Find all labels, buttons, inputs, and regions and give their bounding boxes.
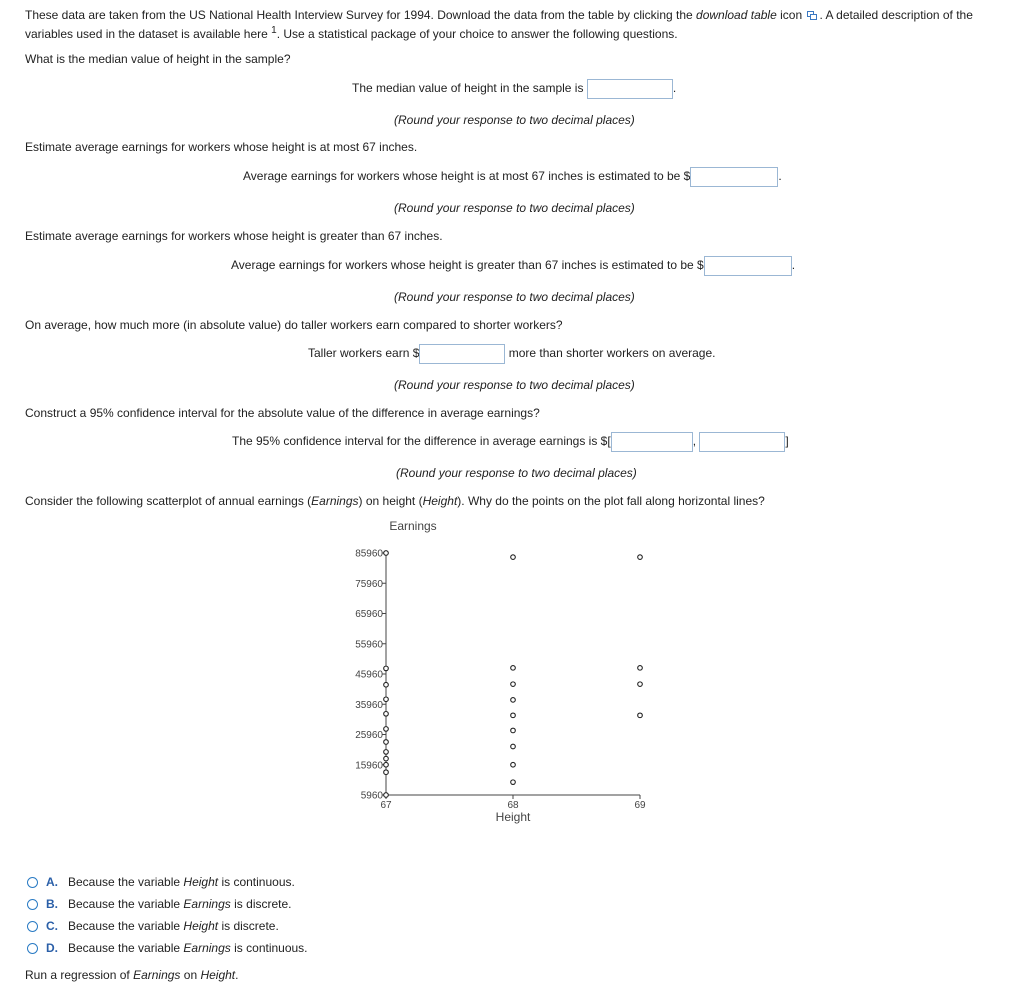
q7-text-a: Run a regression of xyxy=(25,968,134,982)
period: . xyxy=(791,258,796,273)
x-tick-label: 68 xyxy=(507,800,519,811)
question-confidence-interval: Construct a 95% confidence interval for the absolute value of the difference in average earnings? xyxy=(25,406,540,420)
radio-d[interactable] xyxy=(27,943,38,954)
option-text: Because the variable xyxy=(68,875,181,889)
data-point xyxy=(384,756,389,761)
question-avg-earnings-tall: Estimate average earnings for workers whose height is greater than 67 inches. xyxy=(25,229,443,243)
data-point xyxy=(511,728,516,733)
y-tick-label: 75960 xyxy=(355,578,383,590)
q7-text-c: . xyxy=(235,968,239,982)
round-hint: (Round your response to two decimal places) xyxy=(394,113,635,127)
answer-prefix-difference: Taller workers earn $ xyxy=(308,346,420,361)
footnote-link[interactable]: 1 xyxy=(271,25,277,36)
ci-upper-input[interactable] xyxy=(699,432,785,452)
option-letter: A. xyxy=(46,875,58,889)
data-point xyxy=(384,682,389,687)
option-b[interactable] xyxy=(27,893,308,915)
radio-c[interactable] xyxy=(27,921,38,932)
data-point xyxy=(511,713,516,718)
intro-text-3: . A detailed description of the variables used in the dataset is available here xyxy=(25,8,973,41)
radio-b[interactable] xyxy=(27,899,38,910)
option-letter: D. xyxy=(46,941,58,955)
option-var: Earnings xyxy=(183,941,231,955)
intro-paragraph xyxy=(25,7,1010,42)
download-table-icon[interactable] xyxy=(807,8,817,17)
answer-prefix-short: Average earnings for workers whose height is at most 67 inches is estimated to be $ xyxy=(243,169,691,184)
x-tick-label: 67 xyxy=(380,800,392,811)
data-point xyxy=(511,744,516,749)
y-tick-label: 35960 xyxy=(355,699,383,711)
y-tick-label: 25960 xyxy=(355,730,383,741)
data-point xyxy=(511,780,516,785)
period: . xyxy=(672,81,677,96)
option-text: Because the variable xyxy=(68,897,181,911)
data-point xyxy=(511,762,516,767)
ci-lower-input[interactable] xyxy=(611,432,693,452)
data-point xyxy=(511,698,516,703)
data-point xyxy=(384,697,389,702)
data-point xyxy=(384,551,389,556)
period: . xyxy=(778,169,782,184)
avg-earnings-short-input[interactable] xyxy=(690,167,778,187)
round-hint: (Round your response to two decimal places) xyxy=(396,466,637,480)
y-tick-label: 65960 xyxy=(355,609,383,620)
q6-var-height: Height xyxy=(422,494,458,508)
round-hint: (Round your response to two decimal places) xyxy=(394,290,635,304)
ci-close-bracket: ] xyxy=(785,434,789,449)
answer-options xyxy=(27,871,308,959)
option-text: is discrete. xyxy=(221,919,279,933)
x-axis-title: Height xyxy=(495,810,531,824)
data-point xyxy=(638,666,643,671)
data-point xyxy=(384,750,389,755)
option-c[interactable] xyxy=(27,915,308,937)
option-text: Because the variable xyxy=(68,919,181,933)
data-point xyxy=(384,770,389,775)
y-tick-label: 55960 xyxy=(355,639,383,651)
answer-prefix-ci: The 95% confidence interval for the difference in average earnings is $[ xyxy=(232,434,611,449)
option-letter: B. xyxy=(46,897,58,911)
x-tick-label: 69 xyxy=(634,800,646,811)
option-letter: C. xyxy=(46,919,58,933)
data-point xyxy=(638,713,643,718)
option-var: Height xyxy=(183,919,219,933)
y-tick-label: 5960 xyxy=(360,790,383,802)
earnings-difference-input[interactable] xyxy=(419,344,505,364)
data-point xyxy=(511,666,516,671)
data-point xyxy=(384,762,389,767)
option-a[interactable] xyxy=(27,871,308,893)
data-point xyxy=(384,712,389,717)
data-point xyxy=(384,727,389,732)
data-point xyxy=(511,555,516,560)
q7-var-height: Height xyxy=(200,968,236,982)
round-hint: (Round your response to two decimal places) xyxy=(394,201,635,215)
answer-row-median xyxy=(352,79,676,99)
round-hint: (Round your response to two decimal places) xyxy=(394,378,635,392)
answer-prefix-tall: Average earnings for workers whose height is greater than 67 inches is estimated to be $ xyxy=(231,258,704,273)
option-d[interactable] xyxy=(27,937,308,959)
q7-text-b: on xyxy=(180,968,201,982)
avg-earnings-tall-input[interactable] xyxy=(704,256,792,276)
data-point xyxy=(511,682,516,687)
ci-comma: , xyxy=(692,434,697,449)
q6-text-a: Consider the following scatterplot of annual earnings ( xyxy=(25,494,312,508)
q6-text-e: ). Why do the points on the plot fall along horizontal lines? xyxy=(457,494,765,508)
y-tick-label: 45960 xyxy=(355,669,383,681)
earnings-height-scatterplot xyxy=(300,515,700,830)
q6-text-c: ) on height ( xyxy=(358,494,423,508)
answer-prefix-median: The median value of height in the sample is xyxy=(352,81,584,96)
answer-suffix-difference: more than shorter workers on average. xyxy=(508,346,716,361)
data-point xyxy=(384,740,389,745)
data-point xyxy=(638,682,643,687)
question-scatterplot xyxy=(25,494,765,508)
y-tick-label: 85960 xyxy=(355,548,383,560)
option-text: is continuous. xyxy=(234,941,308,955)
option-var: Height xyxy=(183,875,219,889)
q7-var-earnings: Earnings xyxy=(133,968,181,982)
radio-a[interactable] xyxy=(27,877,38,888)
intro-text-4: . Use a statistical package of your choice to answer the following questions. xyxy=(276,27,678,41)
question-earnings-difference: On average, how much more (in absolute value) do taller workers earn compared to shorter workers? xyxy=(25,318,563,332)
data-point xyxy=(384,793,389,798)
intro-text-2: icon xyxy=(776,8,803,22)
data-point xyxy=(638,555,643,560)
option-var: Earnings xyxy=(183,897,231,911)
option-text: is continuous. xyxy=(221,875,295,889)
answer-row-short xyxy=(243,167,782,187)
data-point xyxy=(384,666,389,671)
download-table-text: download table xyxy=(696,8,777,22)
question-avg-earnings-short: Estimate average earnings for workers whose height is at most 67 inches. xyxy=(25,140,418,154)
answer-row-tall xyxy=(231,256,795,276)
question-median-height: What is the median value of height in the sample? xyxy=(25,52,291,66)
option-text: is discrete. xyxy=(234,897,292,911)
median-height-input[interactable] xyxy=(587,79,673,99)
answer-row-ci xyxy=(232,432,789,452)
y-tick-label: 15960 xyxy=(355,760,383,772)
y-axis-title: Earnings xyxy=(389,519,437,533)
intro-text-1: These data are taken from the US National Health Interview Survey for 1994. Download the data from the table by clicking the xyxy=(25,8,697,22)
option-text: Because the variable xyxy=(68,941,181,955)
answer-row-difference xyxy=(308,344,715,364)
q6-var-earnings: Earnings xyxy=(311,494,359,508)
question-regression xyxy=(25,968,238,982)
